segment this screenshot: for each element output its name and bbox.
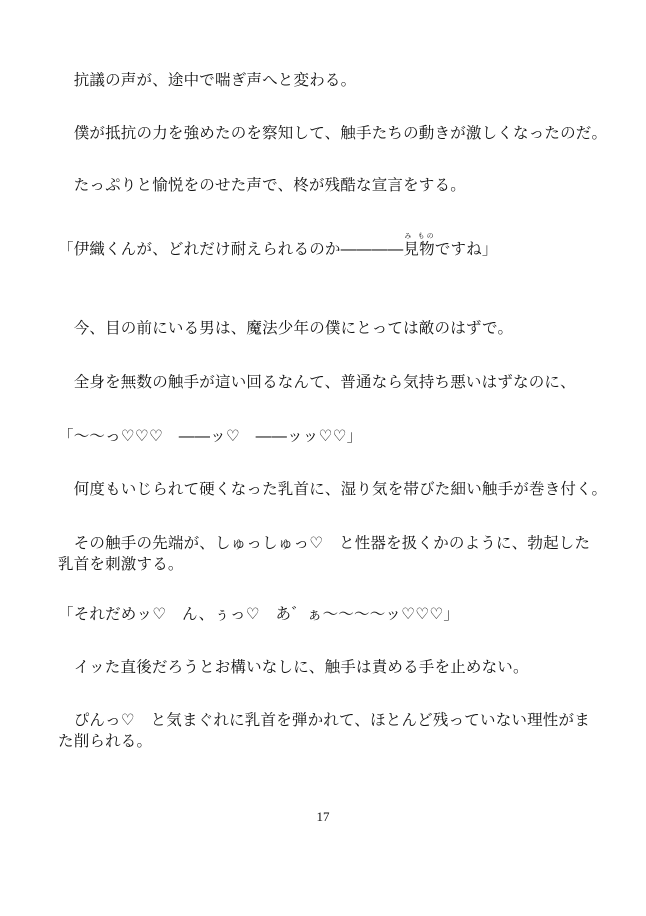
paragraph-3: たっぷりと愉悦をのせた声で、柊が残酷な宣言をする。 [58,176,466,194]
paragraph-11: イッた直後だろうとお構いなしに、触手は責める手を止めない。 [58,658,529,676]
paragraph-2: 僕が抵抗の力を強めたのを察知して、触手たちの動きが激しくなったのだ。 [58,124,608,142]
paragraph-8: 何度もいじられて硬くなった乳首に、湿り気を帯びた細い触手が巻き付く。 [58,480,608,498]
paragraph-7-dialogue: 「〜〜っ♡♡♡ ――ッ♡ ――ッッ♡♡」 [58,427,363,445]
page-number: 17 [316,809,330,824]
paragraph-12: ぴんっ♡ と気まぐれに乳首を弾かれて、ほとんど残っていない理性がまた削られる。 [58,711,590,750]
dialogue-text-after: ですね」 [434,240,498,258]
ruby-word [403,232,435,258]
ruby-base: 見物 [403,240,435,258]
dialogue-text-before: 「伊織くんが、どれだけ耐えられるのか―――― [58,240,404,258]
paragraph-1: 抗議の声が、途中で喘ぎ声へと変わる。 [58,71,357,89]
paragraph-6: 全身を無数の触手が這い回るなんて、普通なら気持ち悪いはずなのに、 [58,373,576,391]
paragraph-4-dialogue [58,232,598,259]
paragraph-5: 今、目の前にいる男は、魔法少年の僕にとっては敵のはずで。 [58,319,514,337]
ruby-reading: み もの [403,232,435,240]
paragraph-10-dialogue: 「それだめッ♡ ん、ぅっ♡ あ゛ぁ〜〜〜〜ッ♡♡♡」 [58,605,460,623]
paragraph-9: その触手の先端が、しゅっしゅっ♡ と性器を扱くかのように、勃起した乳首を刺激する。 [58,534,591,573]
